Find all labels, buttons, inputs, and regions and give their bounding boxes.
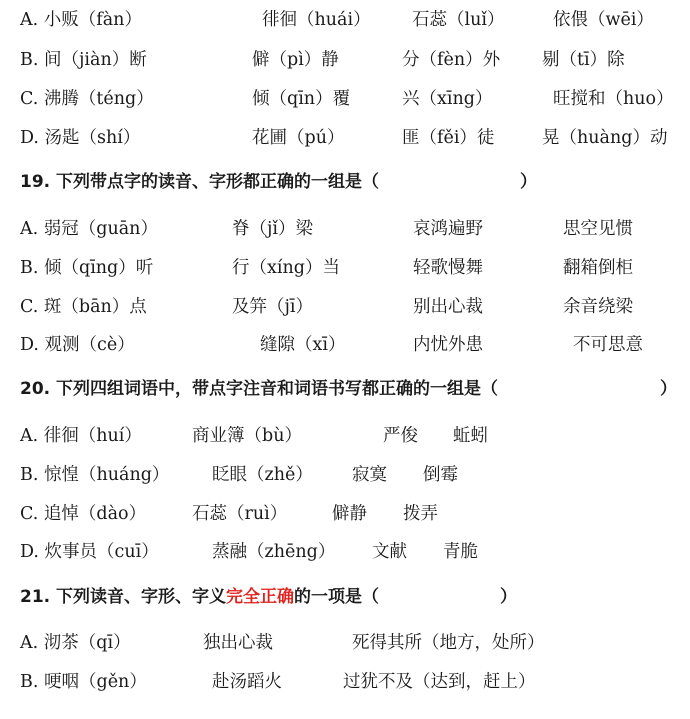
- option-item: 石蕊（ruì）: [192, 504, 288, 524]
- option-item: 僻（pì）静: [252, 50, 339, 70]
- option-line-d: [0, 534, 690, 570]
- option-line-c: [0, 289, 690, 325]
- option-item: 内忧外患: [413, 335, 483, 355]
- option-line-c: [0, 81, 690, 117]
- option-label: C. 追悼（dào）: [20, 504, 147, 524]
- question-text-after: 的一项是（: [294, 587, 380, 607]
- question-title: [0, 371, 690, 407]
- option-line-c-cutoff: [0, 704, 690, 719]
- option-label: D. 汤匙（shí）: [20, 128, 141, 148]
- answer-close-paren: ）: [520, 172, 537, 192]
- option-item: 匪（fěi）徒: [402, 128, 495, 148]
- option-item: 严俊: [383, 426, 418, 446]
- option-item: 缝隙（xī）: [260, 335, 346, 355]
- option-item: 石蕊（luǐ）: [412, 10, 505, 30]
- option-label: A. 徘徊（huí）: [20, 426, 142, 446]
- option-item: 旺搅和（huo）: [553, 89, 674, 109]
- option-item: 眨眼（zhě）: [212, 465, 313, 485]
- option-line-a: [0, 625, 690, 661]
- option-item: 依偎（wēi）: [553, 10, 654, 30]
- option-item: 晃（huàng）动: [542, 128, 668, 148]
- option-item: 青脆: [443, 542, 478, 562]
- question-emphasis: 完全正确: [226, 587, 295, 607]
- option-item: 分（fèn）外: [402, 50, 501, 70]
- option-item: 兴（xīng）: [402, 89, 493, 109]
- option-line-b: [0, 42, 690, 78]
- option-label: C. 沸腾（téng）: [20, 89, 154, 109]
- option-item: 徘徊（huái）: [262, 10, 371, 30]
- option-item: 蒸融（zhēng）: [212, 542, 336, 562]
- option-label: B. 惊惶（huáng）: [20, 465, 170, 485]
- option-line-a: [0, 2, 690, 38]
- question-title: [0, 164, 690, 200]
- question-text-before: 21. 下列读音、字形、字义: [20, 587, 227, 607]
- question-text: [20, 579, 379, 615]
- option-item: 哀鸿遍野: [413, 219, 483, 239]
- option-line-d: [0, 327, 690, 363]
- option-item: 脊（jǐ）梁: [232, 219, 314, 239]
- option-item: 僻静: [332, 504, 367, 524]
- option-line-a: [0, 211, 690, 247]
- option-label: B. 间（jiàn）断: [20, 50, 147, 70]
- option-line-c: [0, 496, 690, 532]
- option-label: C. 斑（bān）点: [20, 297, 147, 317]
- option-item: 花圃（pú）: [252, 128, 345, 148]
- option-item: 行（xíng）当: [232, 258, 340, 278]
- option-item: 余音绕梁: [563, 297, 633, 317]
- option-line-b: [0, 250, 690, 286]
- option-item: 拨弄: [403, 504, 438, 524]
- question-text: 20. 下列四组词语中，带点字注音和词语书写都正确的一组是（: [20, 379, 499, 399]
- option-label: B. 哽咽（gěn）: [20, 672, 147, 692]
- question-text: 19. 下列带点字的读音、字形都正确的一组是（: [20, 172, 380, 192]
- option-item: 轻歌慢舞: [413, 258, 483, 278]
- option-label: D. 炊事员（cuī）: [20, 542, 159, 562]
- answer-close-paren: ）: [660, 379, 677, 399]
- option-item: 倾（qīn）覆: [252, 89, 351, 109]
- option-label: D. 观测（cè）: [20, 335, 135, 355]
- option-line-b: [0, 457, 690, 493]
- option-item: 商业簿（bù）: [192, 426, 302, 446]
- option-label: A. 弱冠（guān）: [20, 219, 158, 239]
- option-line-b: [0, 664, 690, 700]
- option-line-d: [0, 120, 690, 156]
- option-item: 寂寞: [352, 465, 387, 485]
- option-item: 倒霉: [423, 465, 458, 485]
- option-item: 蚯蚓: [453, 426, 488, 446]
- option-item: 别出心裁: [413, 297, 483, 317]
- option-label: A. 沏茶（qī）: [20, 633, 131, 653]
- option-item: 思空见惯: [563, 219, 633, 239]
- option-line-a: [0, 418, 690, 454]
- option-item: 赴汤蹈火: [212, 672, 282, 692]
- option-item: 死得其所（地方，处所）: [352, 633, 545, 653]
- question-title: [0, 579, 690, 615]
- option-label: A. 小贩（fàn）: [20, 10, 142, 30]
- option-item: 文献: [372, 542, 407, 562]
- option-item: 及笄（jī）: [232, 297, 314, 317]
- option-label: B. 倾（qīng）听: [20, 258, 154, 278]
- option-item: 翻箱倒柜: [563, 258, 633, 278]
- option-item: 过犹不及（达到，赶上）: [343, 672, 536, 692]
- option-item: 独出心裁: [203, 633, 273, 653]
- answer-close-paren: ）: [500, 587, 517, 607]
- option-item: 不可思意: [573, 335, 643, 355]
- option-item: 剔（tī）除: [542, 50, 625, 70]
